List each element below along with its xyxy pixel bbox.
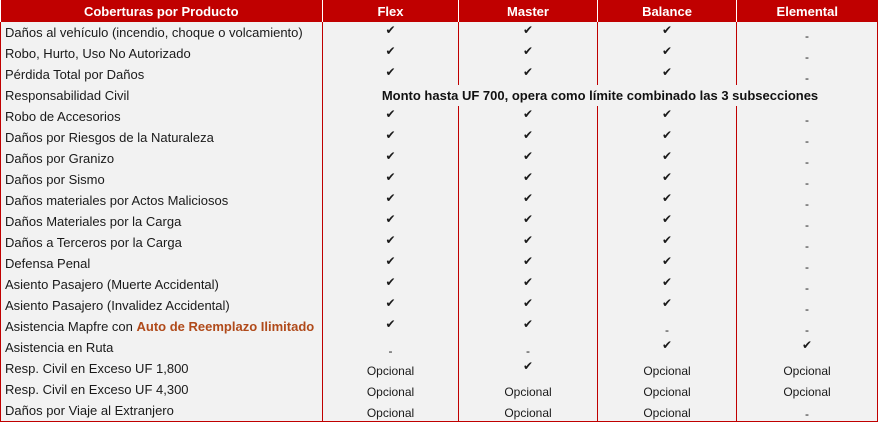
table-row (1, 190, 878, 211)
dash-mark: - (388, 344, 393, 358)
cell-balance (598, 106, 737, 127)
table-row (1, 211, 878, 232)
coverage-label-text: Daños por Viaje al Extranjero (5, 403, 174, 418)
cell-balance (598, 379, 737, 400)
cell-master (459, 379, 598, 400)
table-row (1, 316, 878, 337)
coverage-label-text: Daños materiales por Actos Maliciosos (5, 193, 229, 208)
table-row (1, 127, 878, 148)
cell-master (459, 358, 598, 379)
dash-mark: - (805, 302, 809, 316)
cell-balance (598, 190, 737, 211)
cell-master (459, 253, 598, 274)
optional-label: Opcional (504, 385, 552, 399)
check-icon: ✔ (385, 275, 396, 289)
table-row (1, 337, 878, 358)
coverage-label-text: Asiento Pasajero (Muerte Accidental) (5, 277, 219, 292)
cell-flex (323, 169, 459, 190)
table-row (1, 169, 878, 190)
check-icon: ✔ (385, 191, 396, 205)
header-row (1, 0, 878, 22)
optional-label: Opcional (504, 406, 552, 420)
cell-master (459, 211, 598, 232)
cell-flex (323, 127, 459, 148)
coverage-label-text: Responsabilidad Civil (5, 88, 130, 103)
check-icon: ✔ (522, 233, 534, 247)
cell-elemental (737, 43, 878, 64)
check-icon: ✔ (385, 170, 396, 184)
check-icon: ✔ (661, 191, 673, 205)
table-row (1, 253, 878, 274)
check-icon: ✔ (385, 212, 396, 226)
cell-elemental (737, 253, 878, 274)
cell-flex (323, 358, 459, 379)
coverage-label (1, 190, 323, 211)
dash-mark: - (526, 344, 530, 358)
cell-master (459, 295, 598, 316)
cell-balance (598, 148, 737, 169)
header-balance: Balance (598, 0, 737, 22)
coverage-label (1, 400, 323, 422)
coverage-label-text: Asistencia Mapfre con (5, 319, 137, 334)
cell-elemental (737, 106, 878, 127)
check-icon: ✔ (522, 44, 534, 58)
optional-label: Opcional (783, 385, 831, 399)
dash-mark: - (805, 197, 809, 211)
cell-master (459, 169, 598, 190)
coverage-label (1, 358, 323, 379)
dash-mark: - (805, 281, 809, 295)
coverage-label-text: Pérdida Total por Daños (5, 67, 145, 82)
check-icon: ✔ (661, 44, 673, 58)
cell-flex (323, 295, 459, 316)
coverage-label-text: Defensa Penal (5, 256, 91, 271)
cell-balance (598, 232, 737, 253)
coverage-label (1, 253, 323, 274)
cell-balance (598, 211, 737, 232)
cell-master (459, 274, 598, 295)
cell-master (459, 106, 598, 127)
check-icon: ✔ (522, 23, 534, 37)
coverage-label (1, 106, 323, 127)
check-icon: ✔ (385, 233, 396, 247)
cell-balance (598, 358, 737, 379)
check-icon: ✔ (661, 128, 673, 142)
table-row (1, 232, 878, 253)
check-icon: ✔ (522, 107, 534, 121)
cell-elemental (737, 232, 878, 253)
coverage-label-text: Resp. Civil en Exceso UF 1,800 (5, 361, 189, 376)
cell-elemental (737, 127, 878, 148)
check-icon: ✔ (385, 317, 396, 331)
coverage-label-text: Daños al vehículo (incendio, choque o volcamiento) (5, 25, 303, 40)
optional-label: Opcional (366, 385, 415, 399)
optional-label: Opcional (643, 406, 691, 420)
cell-balance (598, 400, 737, 422)
cell-flex (323, 232, 459, 253)
cell-master (459, 148, 598, 169)
cell-flex (323, 148, 459, 169)
coverage-label (1, 148, 323, 169)
dash-mark: - (805, 260, 809, 274)
header-master: Master (459, 0, 598, 22)
cell-balance (598, 295, 737, 316)
coverage-label (1, 232, 323, 253)
coverage-label-text: Resp. Civil en Exceso UF 4,300 (5, 382, 189, 397)
check-icon: ✔ (661, 296, 673, 310)
check-icon: ✔ (385, 128, 396, 142)
cell-master (459, 43, 598, 64)
dash-mark: - (805, 71, 809, 85)
check-icon: ✔ (522, 149, 534, 163)
check-icon: ✔ (661, 275, 673, 289)
check-icon: ✔ (385, 44, 396, 58)
coverage-label-text: Daños a Terceros por la Carga (5, 235, 182, 250)
table-row (1, 64, 878, 85)
cell-elemental (737, 337, 878, 358)
check-icon: ✔ (385, 23, 396, 37)
table-row (1, 106, 878, 127)
cell-master (459, 190, 598, 211)
dash-mark: - (805, 239, 809, 253)
cell-master (459, 316, 598, 337)
dash-mark: - (805, 29, 809, 43)
cell-balance (598, 22, 737, 43)
check-icon: ✔ (385, 65, 396, 79)
check-icon: ✔ (522, 275, 534, 289)
check-icon: ✔ (522, 128, 534, 142)
cell-flex (323, 253, 459, 274)
header-flex: Flex (323, 0, 459, 22)
check-icon: ✔ (522, 317, 534, 331)
check-icon: ✔ (661, 233, 673, 247)
check-icon: ✔ (661, 149, 673, 163)
cell-flex (323, 400, 459, 422)
check-icon: ✔ (385, 296, 396, 310)
coverage-label (1, 169, 323, 190)
cell-elemental (737, 400, 878, 422)
table-row (1, 379, 878, 400)
optional-label: Opcional (366, 406, 415, 420)
check-icon: ✔ (522, 359, 534, 373)
coverage-label (1, 316, 323, 337)
cell-master (459, 400, 598, 422)
cell-master (459, 22, 598, 43)
coverage-label-highlight: Auto de Reemplazo Ilimitado (136, 319, 315, 334)
cell-flex (323, 211, 459, 232)
coverage-label-text: Robo de Accesorios (5, 109, 121, 124)
optional-label: Opcional (783, 364, 831, 378)
dash-mark: - (805, 218, 809, 232)
header-coverage: Coberturas por Producto (1, 0, 323, 22)
coverage-label-text: Daños por Sismo (5, 172, 105, 187)
coverage-label (1, 85, 323, 106)
dash-mark: - (805, 176, 809, 190)
optional-label: Opcional (366, 364, 415, 378)
coverage-label-text: Daños por Riesgos de la Naturaleza (5, 130, 214, 145)
dash-mark: - (805, 134, 809, 148)
cell-master (459, 232, 598, 253)
check-icon: ✔ (661, 338, 673, 352)
cell-flex (323, 22, 459, 43)
cell-balance (598, 274, 737, 295)
cell-balance (598, 127, 737, 148)
table-row (1, 22, 878, 43)
cell-elemental (737, 274, 878, 295)
check-icon: ✔ (661, 254, 673, 268)
check-icon: ✔ (661, 23, 673, 37)
check-icon: ✔ (522, 212, 534, 226)
cell-elemental (737, 316, 878, 337)
cell-elemental (737, 358, 878, 379)
coverage-label (1, 211, 323, 232)
check-icon: ✔ (661, 170, 673, 184)
cell-flex (323, 379, 459, 400)
check-icon: ✔ (661, 212, 673, 226)
dash-mark: - (805, 113, 809, 127)
dash-mark: - (665, 323, 669, 337)
check-icon: ✔ (385, 149, 396, 163)
check-icon: ✔ (522, 170, 534, 184)
check-icon: ✔ (801, 338, 813, 352)
optional-label: Opcional (643, 364, 691, 378)
coverage-label (1, 337, 323, 358)
table-row (1, 274, 878, 295)
cell-elemental (737, 190, 878, 211)
cell-flex (323, 316, 459, 337)
cell-master (459, 127, 598, 148)
cell-balance (598, 64, 737, 85)
cell-elemental (737, 22, 878, 43)
cell-flex (323, 190, 459, 211)
check-icon: ✔ (385, 107, 396, 121)
header-elemental: Elemental (737, 0, 878, 22)
dash-mark: - (805, 407, 809, 421)
table-row (1, 148, 878, 169)
cell-balance (598, 337, 737, 358)
cell-master (459, 64, 598, 85)
cell-elemental (737, 169, 878, 190)
check-icon: ✔ (522, 296, 534, 310)
table-row (1, 358, 878, 379)
check-icon: ✔ (385, 254, 396, 268)
check-icon: ✔ (661, 65, 673, 79)
check-icon: ✔ (522, 254, 534, 268)
cell-elemental (737, 64, 878, 85)
coverage-label-text: Robo, Hurto, Uso No Autorizado (5, 46, 191, 61)
cell-elemental (737, 295, 878, 316)
coverage-label-text: Asiento Pasajero (Invalidez Accidental) (5, 298, 230, 313)
coverage-label-text: Asistencia en Ruta (5, 340, 114, 355)
cell-balance (598, 253, 737, 274)
coverage-label (1, 379, 323, 400)
coverage-label (1, 64, 323, 85)
merged-note: Monto hasta UF 700, opera como límite combinado las 3 subsecciones (323, 85, 878, 106)
cell-elemental (737, 211, 878, 232)
dash-mark: - (805, 323, 809, 337)
cell-flex (323, 64, 459, 85)
table-row (1, 400, 878, 422)
coverage-label (1, 274, 323, 295)
dash-mark: - (805, 50, 809, 64)
coverage-label-text: Daños por Granizo (5, 151, 115, 166)
check-icon: ✔ (661, 107, 673, 121)
coverage-label (1, 295, 323, 316)
table-row (1, 43, 878, 64)
coverage-label-text: Daños Materiales por la Carga (5, 214, 182, 229)
coverage-label (1, 22, 323, 43)
cell-balance (598, 316, 737, 337)
cell-flex (323, 337, 459, 358)
check-icon: ✔ (522, 191, 534, 205)
cell-master (459, 337, 598, 358)
coverage-label (1, 43, 323, 64)
table-row (1, 295, 878, 316)
cell-elemental (737, 148, 878, 169)
optional-label: Opcional (643, 385, 691, 399)
cell-balance (598, 169, 737, 190)
cell-flex (323, 43, 459, 64)
cell-balance (598, 43, 737, 64)
cell-elemental (737, 379, 878, 400)
cell-flex (323, 274, 459, 295)
dash-mark: - (805, 155, 809, 169)
table-row (1, 85, 878, 106)
check-icon: ✔ (522, 65, 534, 79)
coverage-rows (1, 22, 878, 422)
coverage-label (1, 127, 323, 148)
cell-flex (323, 106, 459, 127)
